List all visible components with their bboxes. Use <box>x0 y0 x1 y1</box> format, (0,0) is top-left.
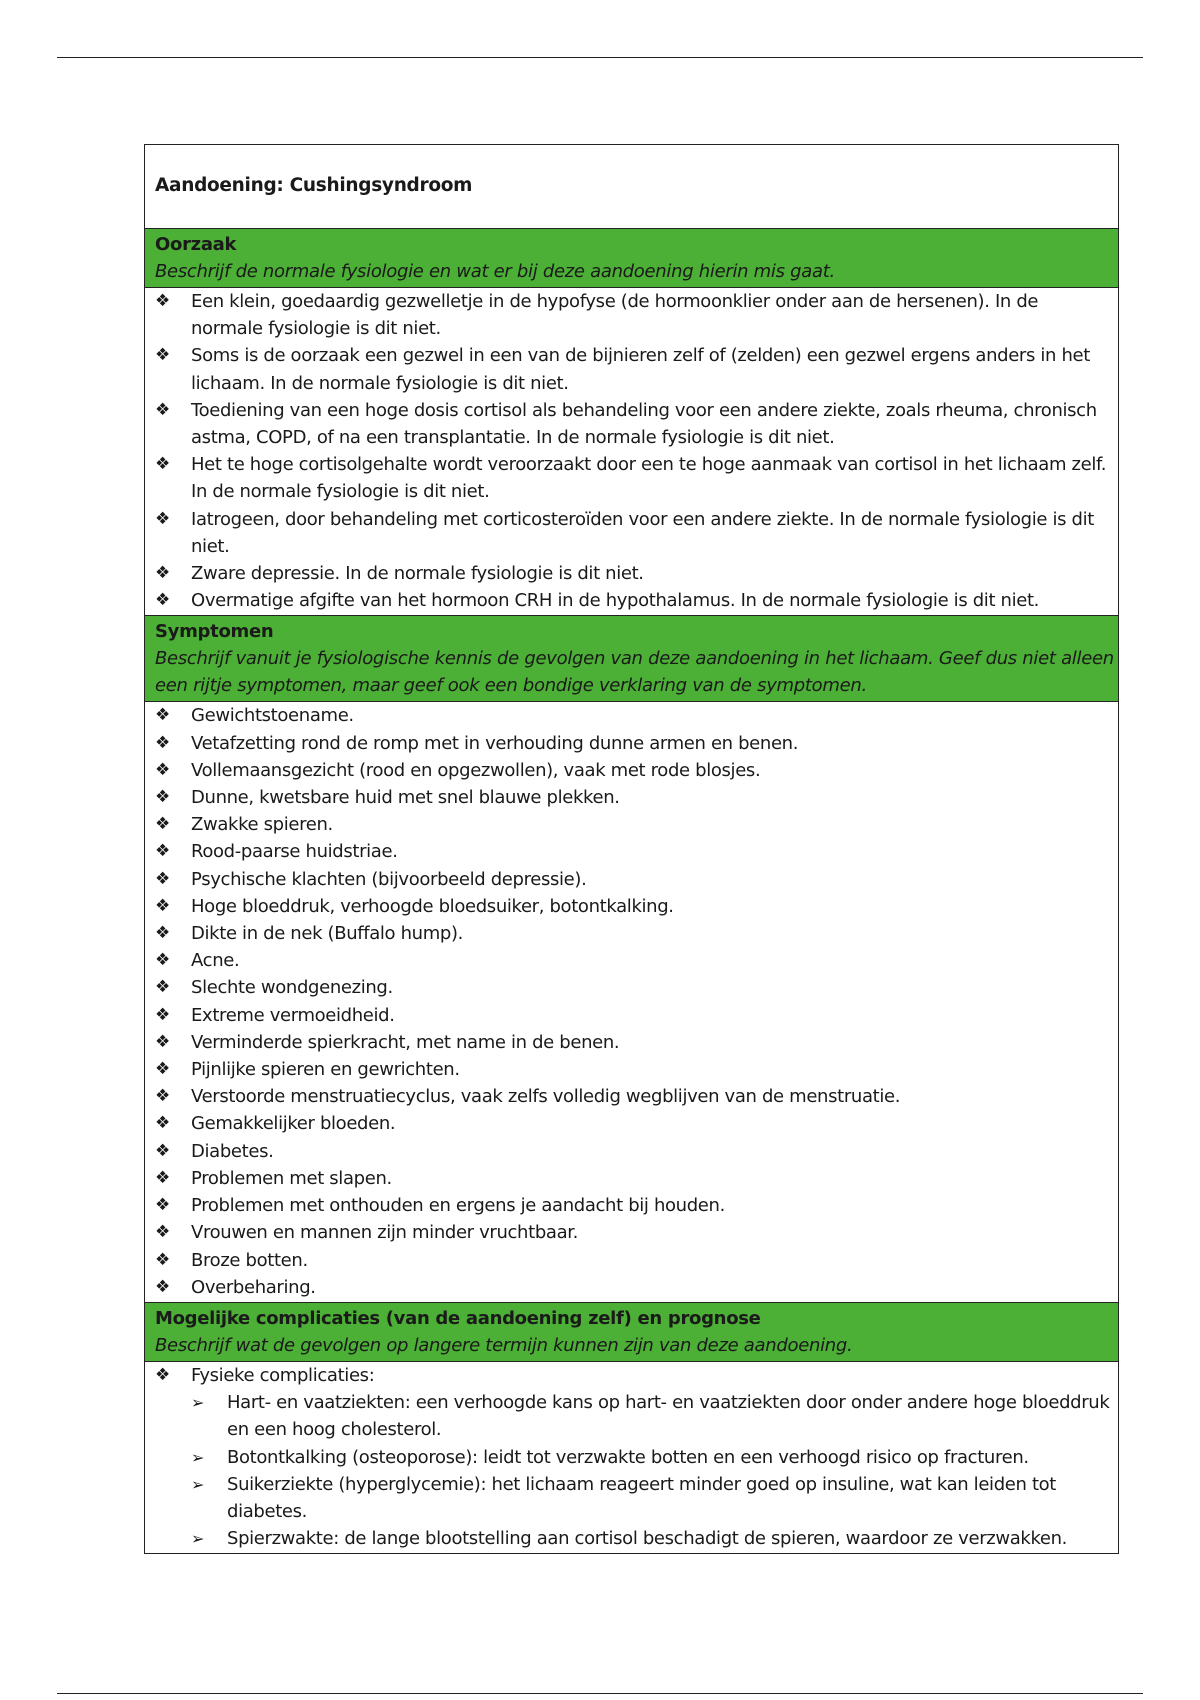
diamond-bullet-icon: ❖ <box>155 1364 170 1385</box>
diamond-bullet-icon: ❖ <box>155 814 170 835</box>
list-item: ❖ Dunne, kwetsbare huid met snel blauwe plekken. <box>145 784 1110 811</box>
list-item: ❖ Vollemaansgezicht (rood en opgezwollen), vaak met rode blosjes. <box>145 757 1110 784</box>
diamond-bullet-icon: ❖ <box>155 563 170 584</box>
arrow-bullet-icon: ➢ <box>191 1529 205 1549</box>
list-item: ❖ Problemen met slapen. <box>145 1165 1110 1192</box>
list-item: ❖ Vrouwen en mannen zijn minder vruchtbaar. <box>145 1219 1110 1246</box>
section-title: Symptomen <box>155 621 274 643</box>
diamond-bullet-icon: ❖ <box>155 1059 170 1080</box>
arrow-bullet-icon: ➢ <box>191 1393 205 1413</box>
section-description: Beschrijf vanuit je fysiologische kennis de gevolgen van deze aandoening in het lichaam. Geef dus niet alleen een rijtje symptomen, maar geef ook een bondige verklaring van de symptomen. <box>155 648 1114 697</box>
list-item: ❖ Diabetes. <box>145 1138 1110 1165</box>
list-item: ❖ Broze botten. <box>145 1247 1110 1274</box>
list-item: ❖ Zwakke spieren. <box>145 811 1110 838</box>
list-item: ❖ Overmatige afgifte van het hormoon CRH in de hypothalamus. In de normale fysiologie is dit niet. <box>145 587 1110 614</box>
list-item: ❖ Gemakkelijker bloeden. <box>145 1110 1110 1137</box>
list-item: ❖ Pijnlijke spieren en gewrichten. <box>145 1056 1110 1083</box>
list-item: ❖ Fysieke complicaties: <box>145 1362 1110 1389</box>
list-item: ❖ Gewichtstoename. <box>145 702 1110 729</box>
diamond-bullet-icon: ❖ <box>155 1249 170 1270</box>
diamond-bullet-icon: ❖ <box>155 1086 170 1107</box>
list-item: ❖ Slechte wondgenezing. <box>145 974 1110 1001</box>
list-item: ❖ Acne. <box>145 947 1110 974</box>
diamond-bullet-icon: ❖ <box>155 895 170 916</box>
diamond-bullet-icon: ❖ <box>155 1004 170 1025</box>
diamond-bullet-icon: ❖ <box>155 345 170 366</box>
section-body-symptomen <box>145 702 1118 1302</box>
section-title: Mogelijke complicaties (van de aandoening zelf) en prognose <box>155 1307 761 1329</box>
symptom-list <box>145 702 1110 1300</box>
section-title: Oorzaak <box>155 234 237 255</box>
diamond-bullet-icon: ❖ <box>155 1276 170 1297</box>
list-item: ❖ Vetafzetting rond de romp met in verhouding dunne armen en benen. <box>145 730 1110 757</box>
section-header-oorzaak <box>145 229 1118 288</box>
diamond-bullet-icon: ❖ <box>155 1195 170 1216</box>
diamond-bullet-icon: ❖ <box>155 399 170 420</box>
header-rule <box>57 57 1143 58</box>
diamond-bullet-icon: ❖ <box>155 923 170 944</box>
list-item: ❖ Een klein, goedaardig gezwelletje in de hypofyse (de hormoonklier onder aan de hersenen). In de normale fysiologie is dit niet. <box>145 288 1110 342</box>
diamond-bullet-icon: ❖ <box>155 1167 170 1188</box>
list-item: ❖ Verminderde spierkracht, met name in de benen. <box>145 1029 1110 1056</box>
list-item: ❖ Overbeharing. <box>145 1274 1110 1301</box>
sub-list-item: ➢ Suikerziekte (hyperglycemie): het lichaam reageert minder goed op insuline, wat kan leiden tot diabetes. <box>145 1471 1110 1525</box>
list-item: ❖ Extreme vermoeidheid. <box>145 1002 1110 1029</box>
document-table <box>144 144 1119 1554</box>
list-item: ❖ Problemen met onthouden en ergens je aandacht bij houden. <box>145 1192 1110 1219</box>
sub-list-item: ➢ Botontkalking (osteoporose): leidt tot verzwakte botten en een verhoogd risico op fracturen. <box>145 1444 1110 1471</box>
diamond-bullet-icon: ❖ <box>155 841 170 862</box>
diamond-bullet-icon: ❖ <box>155 732 170 753</box>
list-item: ❖ Hoge bloeddruk, verhoogde bloedsuiker, botontkalking. <box>145 893 1110 920</box>
section-body-complicaties <box>145 1362 1118 1553</box>
diamond-bullet-icon: ❖ <box>155 1140 170 1161</box>
sub-list-item: ➢ Hart- en vaatziekten: een verhoogde kans op hart- en vaatziekten door onder andere hoge bloeddruk en een hoog cholesterol. <box>145 1389 1110 1443</box>
diamond-bullet-icon: ❖ <box>155 977 170 998</box>
diamond-bullet-icon: ❖ <box>155 1222 170 1243</box>
diamond-bullet-icon: ❖ <box>155 454 170 475</box>
section-description: Beschrijf de normale fysiologie en wat er bij deze aandoening hierin mis gaat. <box>155 261 835 282</box>
list-item: ❖ Soms is de oorzaak een gezwel in een van de bijnieren zelf of (zelden) een gezwel ergens anders in het lichaam. In de normale fysiologie is dit niet. <box>145 342 1110 396</box>
arrow-bullet-icon: ➢ <box>191 1447 205 1467</box>
list-item: ❖ Verstoorde menstruatiecyclus, vaak zelfs volledig wegblijven van de menstruatie. <box>145 1083 1110 1110</box>
diamond-bullet-icon: ❖ <box>155 590 170 611</box>
list-item: ❖ Rood-paarse huidstriae. <box>145 838 1110 865</box>
diamond-bullet-icon: ❖ <box>155 950 170 971</box>
diamond-bullet-icon: ❖ <box>155 508 170 529</box>
section-description: Beschrijf wat de gevolgen op langere termijn kunnen zijn van deze aandoening. <box>155 1334 853 1356</box>
list-item: ❖ Zware depressie. In de normale fysiologie is dit niet. <box>145 560 1110 587</box>
list-item: ❖ Dikte in de nek (Buffalo hump). <box>145 920 1110 947</box>
diamond-bullet-icon: ❖ <box>155 1031 170 1052</box>
arrow-bullet-icon: ➢ <box>191 1474 205 1494</box>
section-header-symptomen <box>145 616 1118 702</box>
sub-list-item: ➢ Spierzwakte: de lange blootstelling aan cortisol beschadigt de spieren, waardoor ze verzwakken. <box>145 1525 1110 1552</box>
diamond-bullet-icon: ❖ <box>155 868 170 889</box>
list-item: ❖ Het te hoge cortisolgehalte wordt veroorzaakt door een te hoge aanmaak van cortisol in het lichaam zelf. In de normale fysiologie is dit niet. <box>145 451 1110 505</box>
diamond-bullet-icon: ❖ <box>155 759 170 780</box>
diamond-bullet-icon: ❖ <box>155 291 170 311</box>
section-body-oorzaak <box>145 288 1118 616</box>
list-item: ❖ Iatrogeen, door behandeling met corticosteroïden voor een andere ziekte. In de normale fysiologie is dit niet. <box>145 506 1110 560</box>
section-header-complicaties <box>145 1303 1118 1362</box>
diamond-bullet-icon: ❖ <box>155 705 170 726</box>
list-item: ❖ Psychische klachten (bijvoorbeeld depressie). <box>145 866 1110 893</box>
list-item: ❖ Toediening van een hoge dosis cortisol als behandeling voor een andere ziekte, zoals rheuma, chronisch astma, COPD, of na een transplantatie. In de normale fysiologie is dit niet. <box>145 397 1110 451</box>
footer-rule <box>57 1693 1143 1694</box>
diamond-bullet-icon: ❖ <box>155 787 170 808</box>
diamond-bullet-icon: ❖ <box>155 1113 170 1134</box>
document-title: Aandoening: Cushingsyndroom <box>145 145 1118 229</box>
